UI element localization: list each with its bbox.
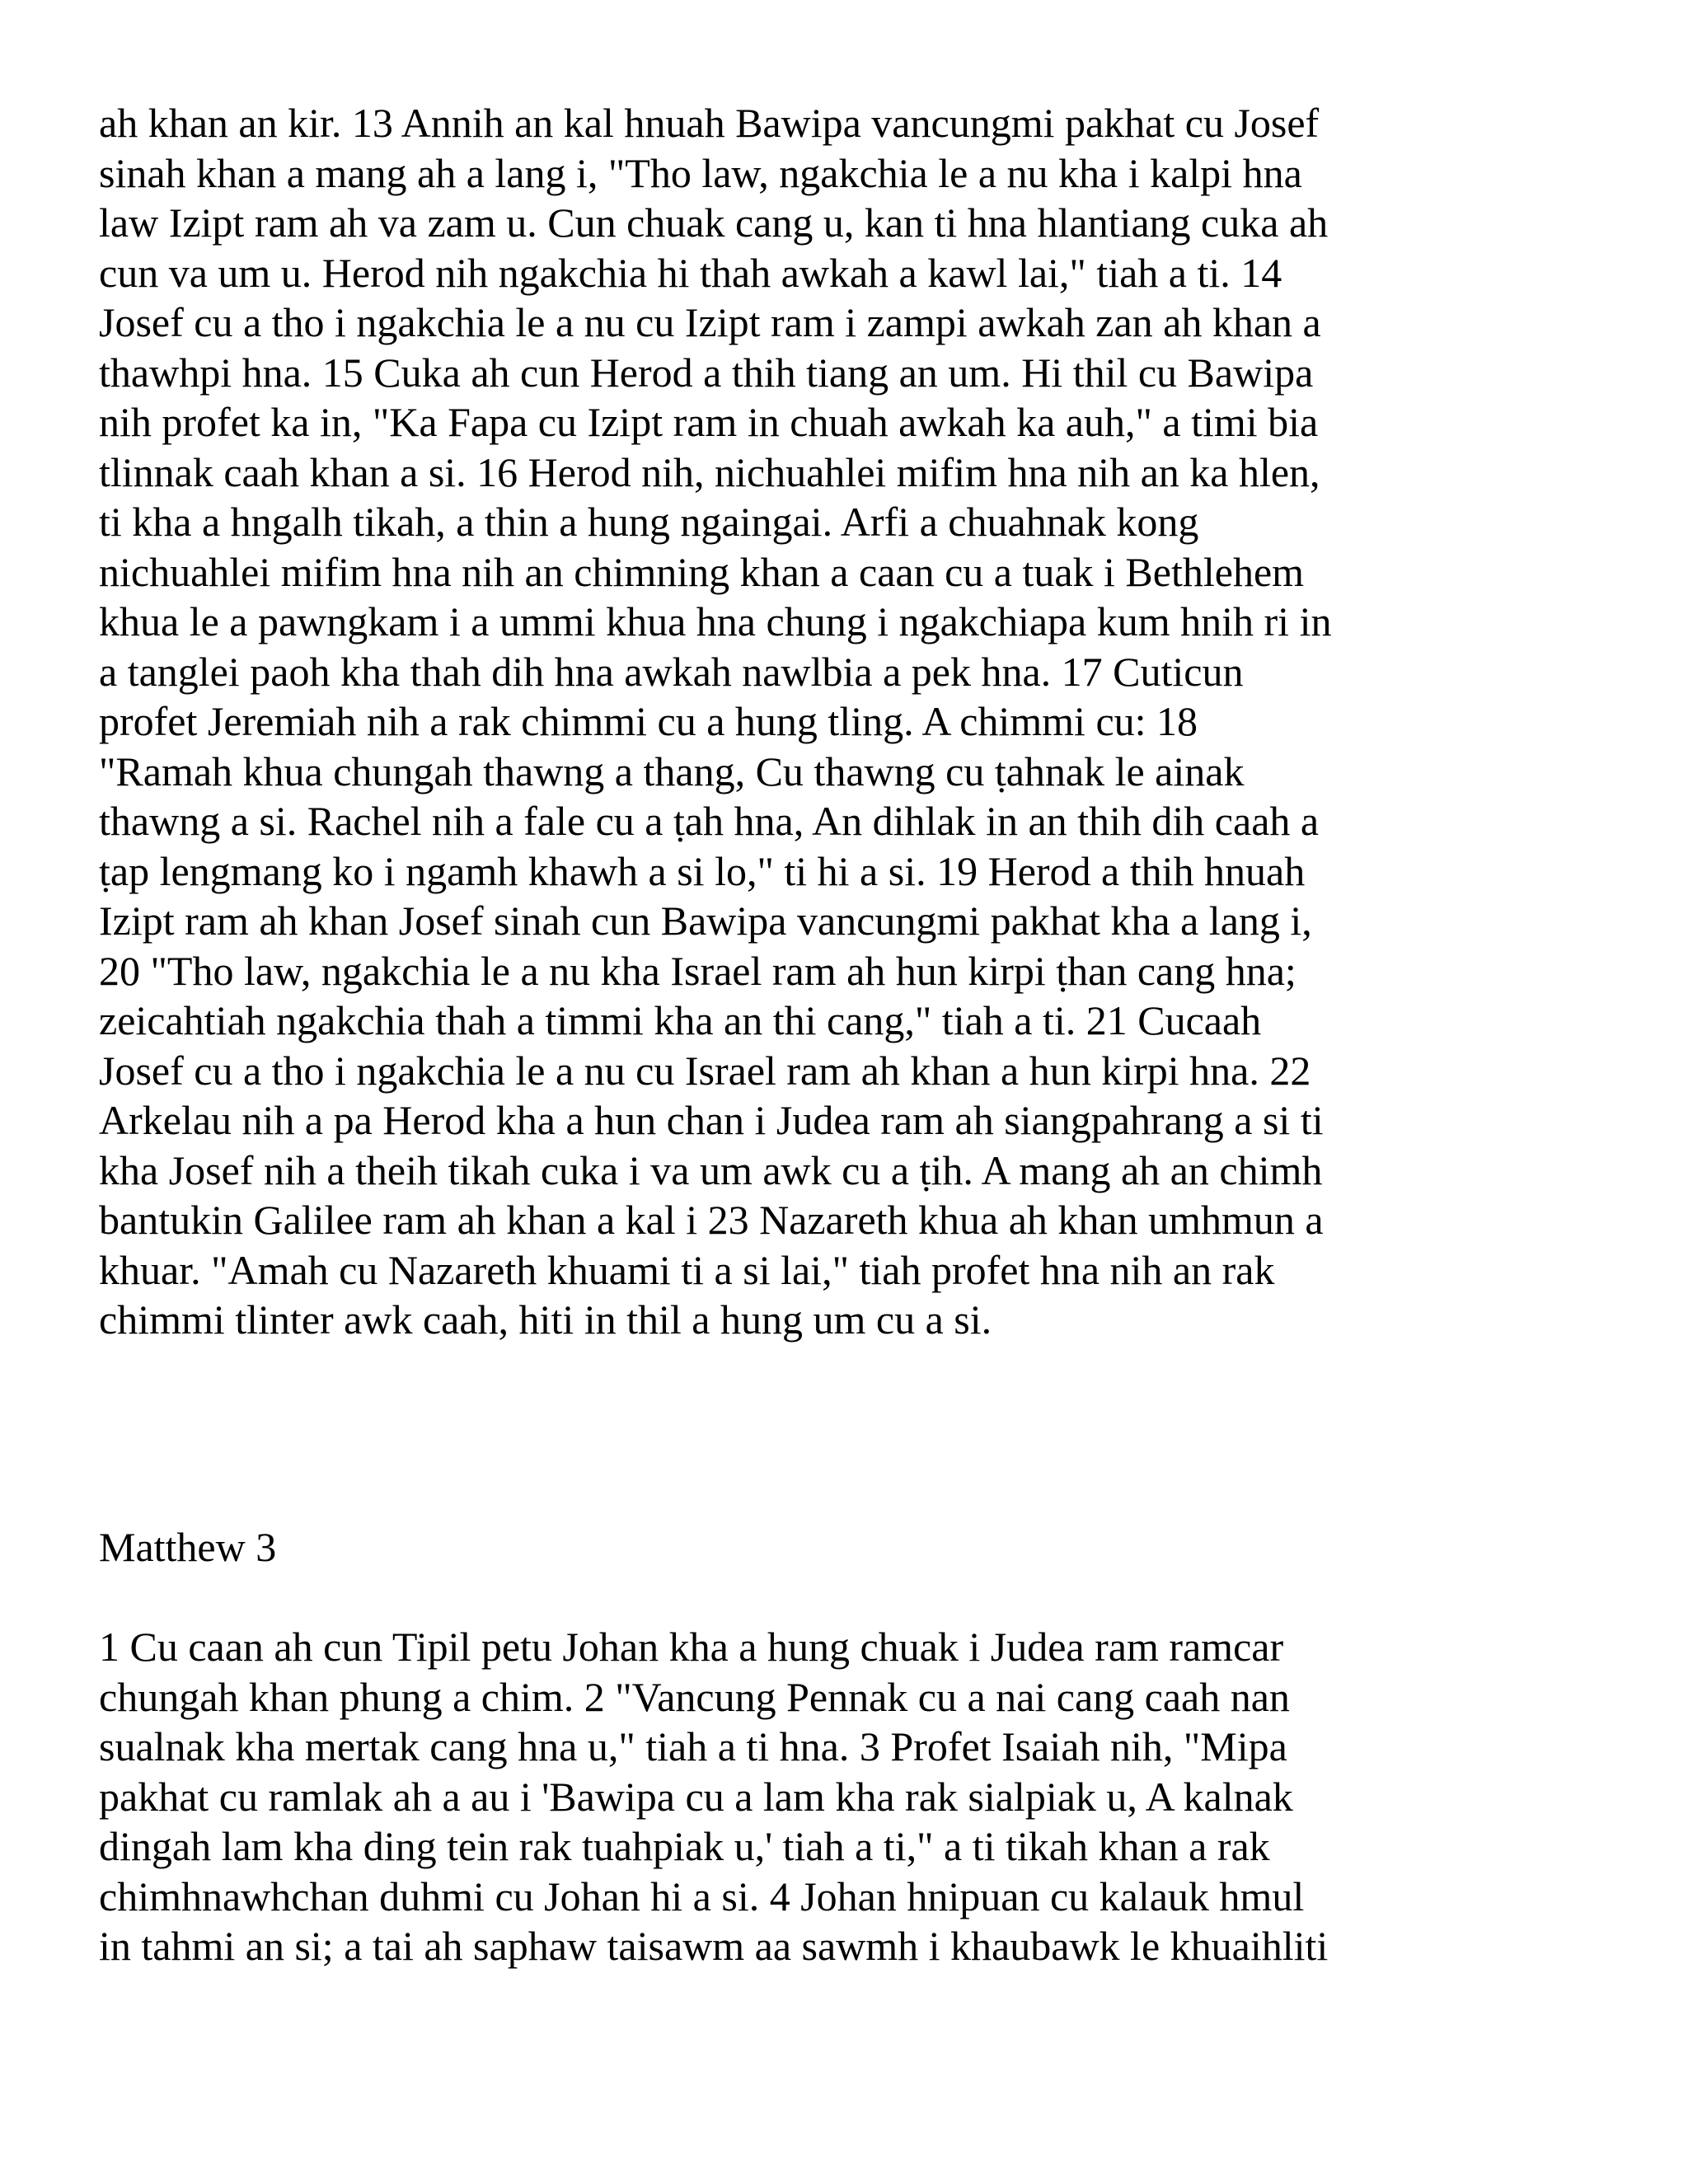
text-line: ti kha a hngalh tikah, a thin a hung ngaingai. Arfi a chuahnak kong (99, 499, 1199, 545)
text-line: chimhnawhchan duhmi cu Johan hi a si. 4 Johan hnipuan cu kalauk hmul (99, 1872, 1305, 1919)
text-line: Josef cu a tho i ngakchia le a nu cu Izipt ram i zampi awkah zan ah khan a (99, 299, 1321, 345)
text-line: 1 Cu caan ah cun Tipil petu Johan kha a hung chuak i Judea ram ramcar (99, 1624, 1284, 1670)
text-line: law Izipt ram ah va zam u. Cun chuak cang u, kan ti hna hlantiang cuka ah (99, 199, 1329, 246)
paragraph-matthew-2-ending (99, 98, 1607, 1345)
text-line: cun va um u. Herod nih ngakchia hi thah awkah a kawl lai," tiah a ti. 14 (99, 249, 1282, 296)
paragraph-matthew-3-start (99, 1622, 1607, 1971)
text-line: thawng a si. Rachel nih a fale cu a ṭah hna, An dihlak in an thih dih caah a (99, 798, 1320, 844)
text-line: nih profet ka in, "Ka Fapa cu Izipt ram in chuah awkah ka auh," a timi bia (99, 399, 1319, 445)
text-line: ṭap lengmang ko i ngamh khawh a si lo," ti hi a si. 19 Herod a thih hnuah (99, 847, 1306, 894)
text-line: khua le a pawngkam i a ummi khua hna chung i ngakchiapa kum hnih ri in (99, 598, 1332, 644)
text-line: sualnak kha mertak cang hna u," tiah a ti hna. 3 Profet Isaiah nih, "Mipa (99, 1723, 1287, 1769)
text-line: Arkelau nih a pa Herod kha a hun chan i Judea ram ah siangpahrang a si ti (99, 1097, 1324, 1143)
text-line: Izipt ram ah khan Josef sinah cun Bawipa vancungmi pakhat kha a lang i, (99, 898, 1312, 944)
text-line: in tahmi an si; a tai ah saphaw taisawm aa sawmh i khaubawk le khuaihliti (99, 1923, 1329, 1969)
text-line: dingah lam kha ding tein rak tuahpiak u,' tiah a ti," a ti tikah khan a rak (99, 1823, 1270, 1869)
chapter-heading-text: Matthew 3 (99, 1524, 277, 1570)
text-line: bantukin Galilee ram ah khan a kal i 23 Nazareth khua ah khan umhmun a (99, 1197, 1324, 1243)
text-line: kha Josef nih a theih tikah cuka i va um awk cu a ṭih. A mang ah an chimh (99, 1146, 1323, 1193)
text-line: 20 "Tho law, ngakchia le a nu kha Israel ram ah hun kirpi ṭhan cang hna; (99, 947, 1296, 994)
text-line: pakhat cu ramlak ah a au i 'Bawipa cu a lam kha rak sialpiak u, A kalnak (99, 1773, 1293, 1820)
text-line: khuar. "Amah cu Nazareth khuami ti a si lai," tiah profet hna nih an rak (99, 1246, 1275, 1293)
text-line: Josef cu a tho i ngakchia le a nu cu Israel ram ah khan a hun kirpi hna. 22 (99, 1047, 1311, 1094)
text-line: profet Jeremiah nih a rak chimmi cu a hung tling. A chimmi cu: 18 (99, 698, 1198, 744)
text-line: chimmi tlinter awk caah, hiti in thil a hung um cu a si. (99, 1296, 992, 1343)
text-line: ah khan an kir. 13 Annih an kal hnuah Bawipa vancungmi pakhat cu Josef (99, 100, 1320, 146)
text-line: a tanglei paoh kha thah dih hna awkah nawlbia a pek hna. 17 Cuticun (99, 648, 1244, 695)
text-line: thawhpi hna. 15 Cuka ah cun Herod a thih tiang an um. Hi thil cu Bawipa (99, 349, 1314, 396)
text-line: sinah khan a mang ah a lang i, "Tho law, ngakchia le a nu kha i kalpi hna (99, 149, 1302, 196)
text-line: nichuahlei mifim hna nih an chimning khan a caan cu a tuak i Bethlehem (99, 548, 1305, 595)
chapter-heading (99, 1522, 1607, 1572)
text-line: zeicahtiah ngakchia thah a timmi kha an thi cang," tiah a ti. 21 Cucaah (99, 997, 1262, 1043)
text-line: "Ramah khua chungah thawng a thang, Cu thawng cu ṭahnak le ainak (99, 748, 1245, 794)
text-line: chungah khan phung a chim. 2 "Vancung Pennak cu a nai cang caah nan (99, 1673, 1290, 1720)
text-line: tlinnak caah khan a si. 16 Herod nih, nichuahlei mifim hna nih an ka hlen, (99, 448, 1320, 495)
